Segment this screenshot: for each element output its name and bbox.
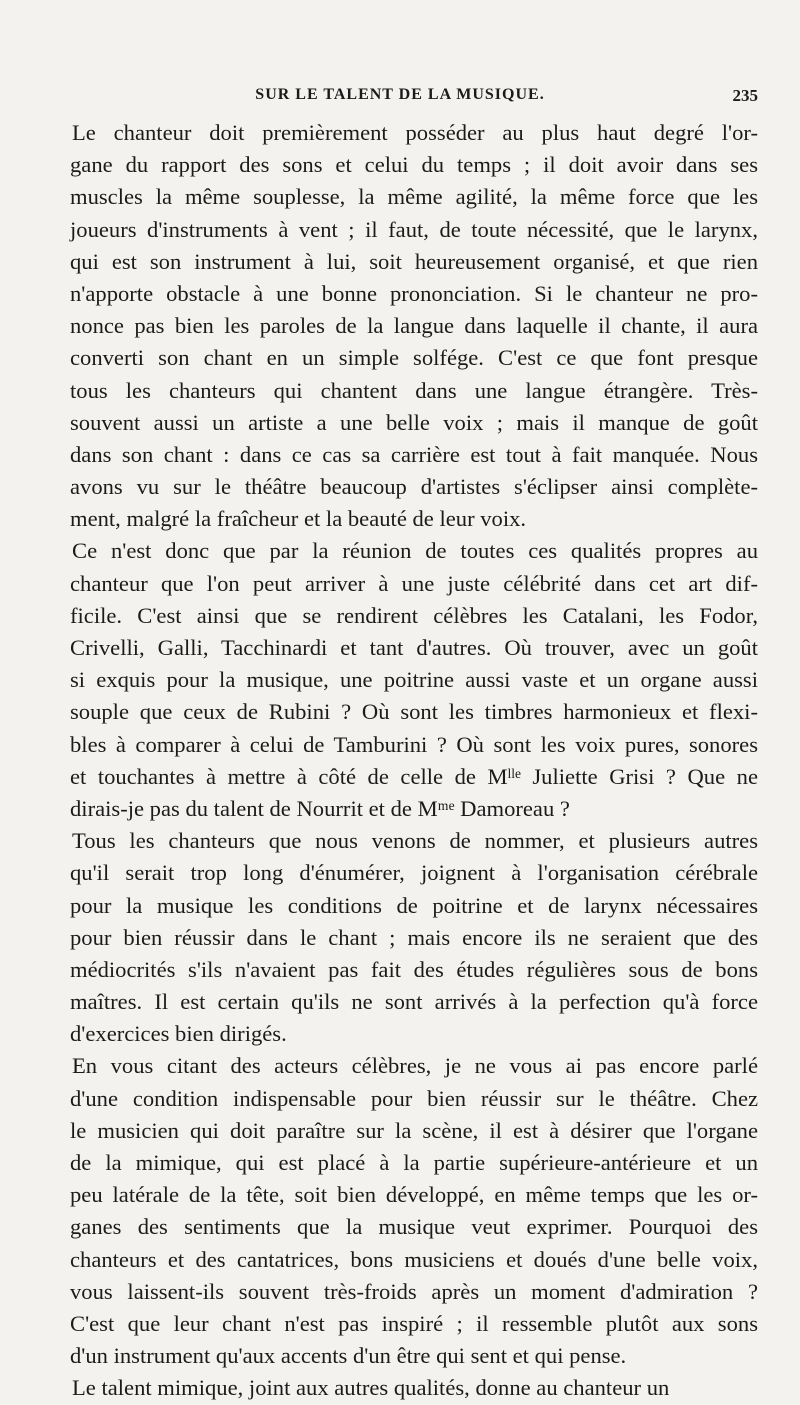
page-header — [0, 86, 800, 110]
text-line: médiocrités s'ils n'avaient pas fait des études régulières sous de bons — [70, 956, 758, 982]
text-line: gane du rapport des sons et celui du temps ; il doit avoir dans ses — [70, 152, 758, 178]
text-line: d'une condition indispensable pour bien réussir sur le théâtre. Chez — [70, 1085, 758, 1111]
text-line: nonce pas bien les paroles de la langue dans laquelle il chante, il aura — [70, 313, 758, 339]
paragraph — [70, 117, 758, 535]
text-line: n'apporte obstacle à une bonne prononciation. Si le chanteur ne pro- — [70, 280, 758, 306]
text-line: converti son chant en un simple solfége. C'est ce que font presque — [70, 345, 758, 371]
text-line: pour la musique les conditions de poitrine et de larynx nécessaires — [70, 892, 758, 918]
text-line: dirais-je pas du talent de Nourrit et de Mᵐᵉ Damoreau ? — [70, 795, 570, 821]
text-line: pour bien réussir dans le chant ; mais encore ils ne seraient que des — [70, 924, 758, 950]
text-line: le musicien qui doit paraître sur la scène, il est à désirer que l'organe — [70, 1117, 758, 1143]
text-line: souvent aussi un artiste a une belle voix ; mais il manque de goût — [70, 409, 758, 435]
text-line: Le talent mimique, joint aux autres qualités, donne au chanteur un — [72, 1375, 670, 1401]
text-line: dans son chant : dans ce cas sa carrière est tout à fait manquée. Nous — [70, 441, 758, 467]
paragraph — [70, 1372, 758, 1404]
paragraph — [70, 825, 758, 1050]
text-line: qui est son instrument à lui, soit heureusement organisé, et que rien — [70, 248, 758, 274]
text-line: peu latérale de la tête, soit bien développé, en même temps que les or- — [70, 1182, 758, 1208]
text-line: maîtres. Il est certain qu'ils ne sont arrivés à la perfection qu'à force — [70, 989, 758, 1015]
text-line: Ce n'est donc que par la réunion de toutes ces qualités propres au — [72, 538, 758, 564]
text-line: souple que ceux de Rubini ? Où sont les timbres harmonieux et flexi- — [70, 699, 758, 725]
text-line: muscles la même souplesse, la même agilité, la même force que les — [70, 184, 758, 210]
text-line: Le chanteur doit premièrement posséder au plus haut degré l'or- — [72, 120, 758, 145]
text-line: d'exercices bien dirigés. — [70, 1021, 287, 1047]
text-line: joueurs d'instruments à vent ; il faut, de toute nécessité, que le larynx, — [70, 216, 758, 242]
page-number: 235 — [732, 86, 758, 105]
text-line: ganes des sentiments que la musique veut exprimer. Pourquoi des — [70, 1214, 758, 1240]
text-line: ment, malgré la fraîcheur et la beauté de leur voix. — [70, 506, 527, 532]
text-line: chanteurs et des cantatrices, bons musiciens et doués d'une belle voix, — [70, 1246, 758, 1272]
text-line: de la mimique, qui est placé à la partie supérieure-antérieure et un — [70, 1150, 758, 1175]
text-line: tous les chanteurs qui chantent dans une langue étrangère. Très- — [70, 377, 758, 403]
paragraph — [70, 1050, 758, 1372]
text-line: chanteur que l'on peut arriver à une juste célébrité dans cet art dif- — [70, 570, 758, 596]
text-line: vous laissent-ils souvent très-froids après un moment d'admiration ? — [70, 1278, 758, 1304]
body-text — [70, 117, 758, 1405]
text-line: d'un instrument qu'aux accents d'un être qui sent et qui pense. — [70, 1343, 627, 1369]
text-line: bles à comparer à celui de Tamburini ? Où sont les voix pures, sonores — [70, 731, 758, 757]
text-line: qu'il serait trop long d'énumérer, joignent à l'organisation cérébrale — [70, 860, 758, 886]
text-line: si exquis pour la musique, une poitrine aussi vaste et un organe aussi — [70, 667, 758, 693]
text-line: En vous citant des acteurs célèbres, je ne vous ai pas encore parlé — [72, 1053, 758, 1079]
text-line: Tous les chanteurs que nous venons de nommer, et plusieurs autres — [72, 828, 758, 854]
text-line: Crivelli, Galli, Tacchinardi et tant d'autres. Où trouver, avec un goût — [70, 635, 758, 660]
text-line: ficile. C'est ainsi que se rendirent célèbres les Catalani, les Fodor, — [70, 602, 758, 628]
paragraph — [70, 535, 758, 825]
text-line: et touchantes à mettre à côté de celle de Mˡˡᵉ Juliette Grisi ? Que ne — [70, 763, 758, 789]
text-line: avons vu sur le théâtre beaucoup d'artistes s'éclipser ainsi complète- — [70, 474, 758, 500]
running-title: SUR LE TALENT DE LA MUSIQUE. — [255, 86, 545, 103]
text-line: C'est que leur chant n'est pas inspiré ; il ressemble plutôt aux sons — [70, 1310, 758, 1336]
